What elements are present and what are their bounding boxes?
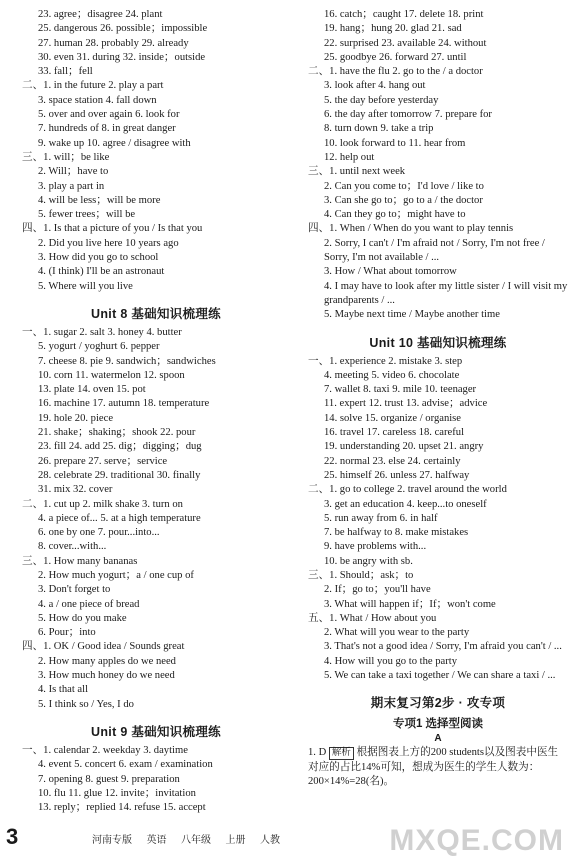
answer-line: 10. corn 11. watermelon 12. spoon (38, 369, 185, 381)
answer-line: 5. I think so / Yes, I do (38, 698, 134, 710)
answer-line: 5. How do you make (38, 612, 127, 624)
answer-line: 2. How many apples do we need (38, 655, 176, 667)
answer-line: 三、1. How many bananas (22, 555, 138, 567)
section-letter: A (434, 733, 442, 745)
answer-line: 3. Don't forget to (38, 584, 111, 596)
answer-line: 四、1. Is that a picture of you / Is that you (22, 223, 203, 235)
answer-line: 19. hole 20. piece (38, 412, 114, 424)
answer-line: 二、1. have the flu 2. go to the / a doctor (308, 66, 483, 78)
unit9-heading: Unit 9 基础知识梳理练 (91, 724, 221, 739)
answer-line: 5. We can take a taxi together / We can share a taxi / ... (324, 670, 556, 682)
answer-line: 8. cover...with... (38, 541, 107, 553)
answer-line: 10. flu 11. glue 12. invite；invitation (38, 787, 196, 799)
answer-line: 二、1. in the future 2. play a part (22, 80, 164, 92)
answer-line: 一、1. calendar 2. weekday 3. daytime (22, 744, 188, 756)
answer-line: 3. How / What about tomorrow (324, 266, 457, 278)
answer-line: 三、1. will；be like (22, 151, 110, 163)
answer-line: 5. yogurt / yoghurt 6. pepper (38, 341, 160, 353)
footer-grade: 八年级 (181, 835, 211, 846)
answer-line: 11. expert 12. trust 13. advise；advice (324, 398, 488, 410)
answer-line: 6. the day after tomorrow 7. prepare for (324, 109, 492, 121)
answer-line: 4. meeting 5. video 6. chocolate (324, 369, 460, 381)
review-heading: 期末复习第2步 · 攻专项 (370, 696, 506, 711)
answer-line: 7. wallet 8. taxi 9. mile 10. teenager (324, 384, 477, 396)
answer-line: 10. look forward to 11. hear from (324, 137, 466, 149)
answer-line: 28. celebrate 29. traditional 30. finally (38, 469, 201, 481)
answer-number: 1. D (308, 747, 327, 759)
answer-line: 14. solve 15. organize / organise (324, 412, 462, 424)
answer-line: 二、1. cut up 2. milk shake 3. turn on (22, 498, 183, 510)
page-footer (0, 820, 574, 860)
answer-line: 2. Sorry, I can't / I'm afraid not / Sorry, I'm not free / Sorry, I'm not available / ... (324, 237, 545, 264)
left-column (22, 8, 290, 815)
answer-line: 5. the day before yesterday (324, 94, 439, 106)
unit10-heading: Unit 10 基础知识梳理练 (369, 335, 507, 350)
answer-line: 4. a piece of... 5. at a high temperature (38, 512, 201, 524)
footer-subject: 英语 (146, 835, 167, 846)
answer-line: 23. fill 24. add 25. dig；digging；dug (38, 441, 202, 453)
answer-line: 5. Where will you live (38, 280, 133, 292)
page-number: 3 (6, 824, 19, 849)
analysis-text: 根据图表上方的200 students以及图表中医生对应的占比14%可知，想成为医生的学生人数为：200×14%=28(名)。 (308, 747, 559, 787)
answer-line: 19. hang；hung 20. glad 21. sad (324, 23, 462, 35)
answer-line: 一、1. sugar 2. salt 3. honey 4. butter (22, 326, 182, 338)
answer-line: 2. Will；have to (38, 166, 109, 178)
answer-line: 10. be angry with sb. (324, 555, 413, 567)
answer-line: 3. That's not a good idea / Sorry, I'm afraid you can't / ... (324, 641, 562, 653)
answer-line: 5. Maybe next time / Maybe another time (324, 309, 500, 321)
answer-line: 16. machine 17. autumn 18. temperature (38, 398, 210, 410)
answer-line: 30. even 31. during 32. inside；outside (38, 51, 206, 63)
answer-line: 22. normal 23. else 24. certainly (324, 455, 461, 467)
answer-line: 33. fall；fell (38, 66, 93, 78)
answer-line: 3. How did you go to school (38, 252, 159, 264)
answer-line: 二、1. go to college 2. travel around the world (308, 484, 507, 496)
answer-line: 3. look after 4. hang out (324, 80, 426, 92)
watermark: MXQE.COM (389, 824, 564, 857)
answer-line: 5. run away from 6. in half (324, 512, 438, 524)
answer-line: 四、1. When / When do you want to play tennis (308, 223, 514, 235)
unit8-heading: Unit 8 基础知识梳理练 (91, 306, 221, 321)
answer-line: 6. one by one 7. pour...into... (38, 527, 160, 539)
answer-line: 2. How much yogurt；a / one cup of (38, 569, 194, 581)
answer-line: 26. prepare 27. serve；service (38, 455, 168, 467)
answer-line: 7. be halfway to 8. make mistakes (324, 527, 469, 539)
answer-line: 4. will be less；will be more (38, 194, 161, 206)
answer-line: 13. plate 14. oven 15. pot (38, 384, 146, 396)
answer-line: 9. wake up 10. agree / disagree with (38, 137, 191, 149)
answer-line: 3. get an education 4. keep...to oneself (324, 498, 487, 510)
answer-line: 21. shake；shaking；shook 22. pour (38, 427, 196, 439)
answer-line: 7. cheese 8. pie 9. sandwich；sandwiches (38, 355, 216, 367)
answer-line: 2. Can you come to；I'd love / like to (324, 180, 484, 192)
answer-line: 4. (I think) I'll be an astronaut (38, 266, 165, 278)
analysis-tag: 解析 (329, 747, 354, 760)
answer-line: 19. understanding 20. upset 21. angry (324, 441, 484, 453)
footer-info (92, 831, 292, 846)
answer-explanation (308, 746, 568, 789)
answer-line: 三、1. until next week (308, 166, 406, 178)
footer-edition: 河南专版 (92, 835, 132, 846)
answer-line: 9. have problems with... (324, 541, 427, 553)
answer-line: 25. goodbye 26. forward 27. until (324, 51, 467, 63)
answer-line: 3. play a part in (38, 180, 105, 192)
answer-line: 22. surprised 23. available 24. without (324, 37, 487, 49)
answer-line: 3. Can she go to；go to a / the doctor (324, 194, 483, 206)
right-column (308, 8, 568, 789)
answer-line: 4. a / one piece of bread (38, 598, 140, 610)
answer-line: 一、1. experience 2. mistake 3. step (308, 355, 463, 367)
answer-line: 31. mix 32. cover (38, 484, 113, 496)
answer-line: 4. event 5. concert 6. exam / examination (38, 759, 213, 771)
answer-line: 7. hundreds of 8. in great danger (38, 123, 176, 135)
answer-line: 3. What will happen if；If；won't come (324, 598, 496, 610)
answer-line: 16. catch；caught 17. delete 18. print (324, 9, 484, 20)
answer-line: 2. Did you live here 10 years ago (38, 237, 179, 249)
answer-line: 五、1. What / How about you (308, 612, 437, 624)
answer-line: 5. fewer trees；will be (38, 209, 136, 221)
special-heading: 专项1 选择型阅读 (392, 718, 484, 731)
footer-volume: 上册 (225, 835, 246, 846)
answer-line: 12. help out (324, 151, 375, 163)
answer-line: 3. How much honey do we need (38, 670, 175, 682)
answer-line: 16. travel 17. careless 18. careful (324, 427, 465, 439)
answer-line: 4. Can they go to；might have to (324, 209, 466, 221)
answer-line: 7. opening 8. guest 9. preparation (38, 773, 180, 785)
answer-line: 8. turn down 9. take a trip (324, 123, 434, 135)
answer-line: 13. reply；replied 14. refuse 15. accept (38, 802, 206, 814)
answer-line: 5. over and over again 6. look for (38, 109, 180, 121)
answer-line: 25. himself 26. unless 27. halfway (324, 469, 470, 481)
answer-line: 4. How will you go to the party (324, 655, 457, 667)
answer-line: 4. Is that all (38, 684, 89, 696)
answer-line: 27. human 28. probably 29. already (38, 37, 189, 49)
answer-line: 3. space station 4. fall down (38, 94, 157, 106)
answer-line: 四、1. OK / Good idea / Sounds great (22, 641, 185, 653)
answer-line: 三、1. Should；ask；to (308, 569, 414, 581)
answer-line: 2. If；go to；you'll have (324, 584, 431, 596)
answer-line: 25. dangerous 26. possible；impossible (38, 23, 208, 35)
answer-line: 2. What will you wear to the party (324, 627, 470, 639)
answer-line: 23. agree；disagree 24. plant (38, 9, 163, 20)
footer-publisher: 人教 (260, 835, 280, 846)
answer-line: 6. Pour；into (38, 627, 96, 639)
answer-line: 4. I may have to look after my little sister / I will visit my grandparents / ... (324, 280, 568, 306)
